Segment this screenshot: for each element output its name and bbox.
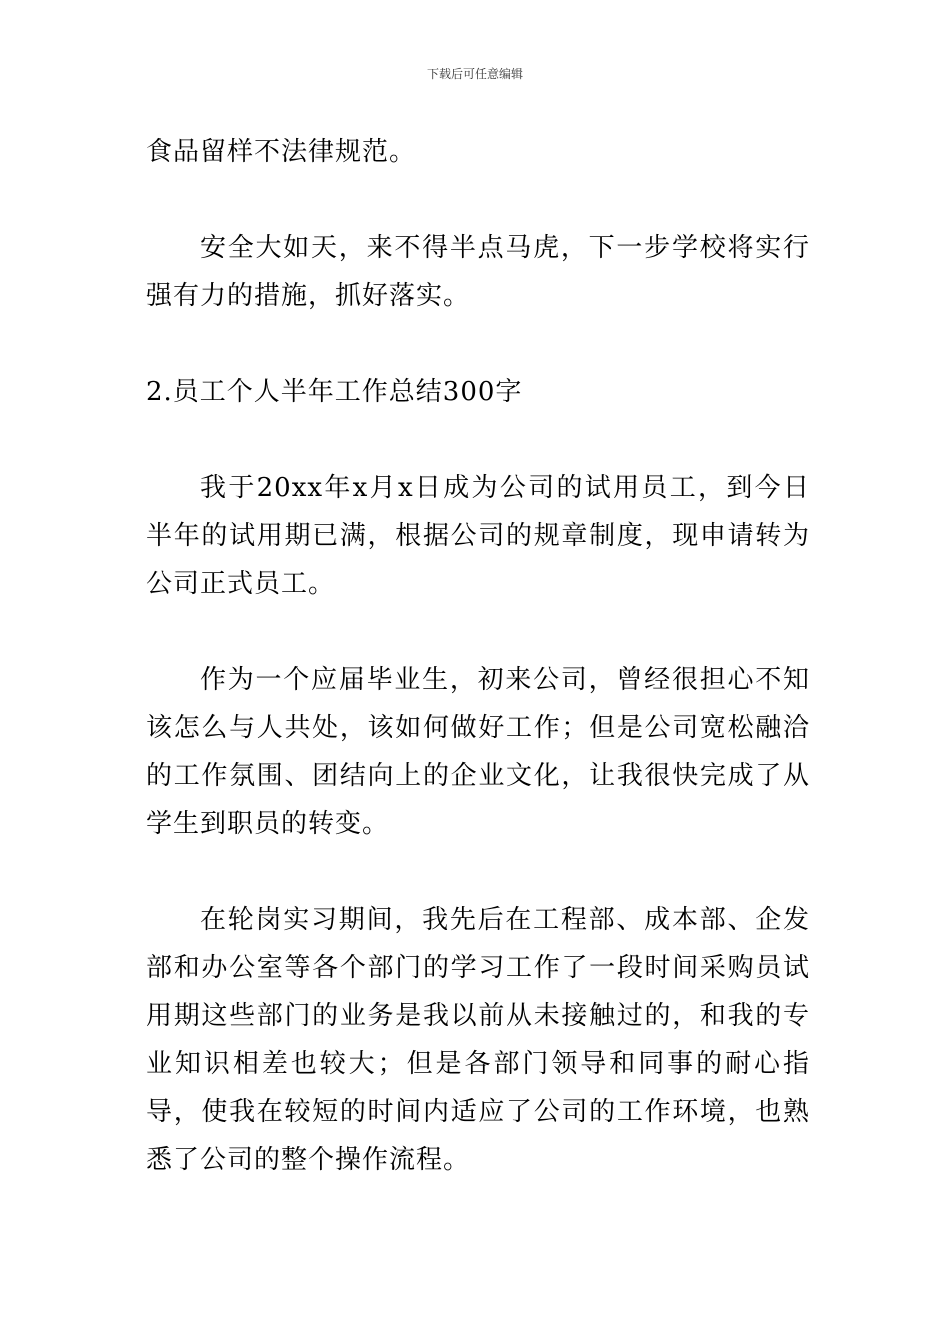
paragraph-graduate: 作为一个应届毕业生，初来公司，曾经很担心不知该怎么与人共处，该如何做好工作；但是公司宽松融洽的工作氛围、团结向上的企业文化，让我很快完成了从学生到职员的转变。 (146, 665, 810, 839)
page-header-note: 下载后可任意编辑 (426, 67, 523, 81)
paragraph-safety: 安全大如天，来不得半点马虎，下一步学校将实行强有力的措施，抓好落实。 (146, 233, 810, 311)
paragraph-rotation: 在轮岗实习期间，我先后在工程部、成本部、企发部和办公室等各个部门的学习工作了一段时间采购员试用期这些部门的业务是我以前从未接触过的，和我的专业知识相差也较大；但是各部门领导和同事的耐心指导，使我在较短的时间内适应了公司的工作环境，也熟悉了公司的整个操作流程。 (146, 905, 810, 1175)
section-heading: 2.员工个人半年工作总结300字 (146, 377, 523, 407)
document-body (146, 128, 810, 1184)
paragraph-food-sample: 食品留样不法律规范。 (146, 137, 417, 167)
paragraph-probation: 我于20xx年x月x日成为公司的试用员工，到今日半年的试用期已满，根据公司的规章制度，现申请转为公司正式员工。 (146, 473, 810, 599)
